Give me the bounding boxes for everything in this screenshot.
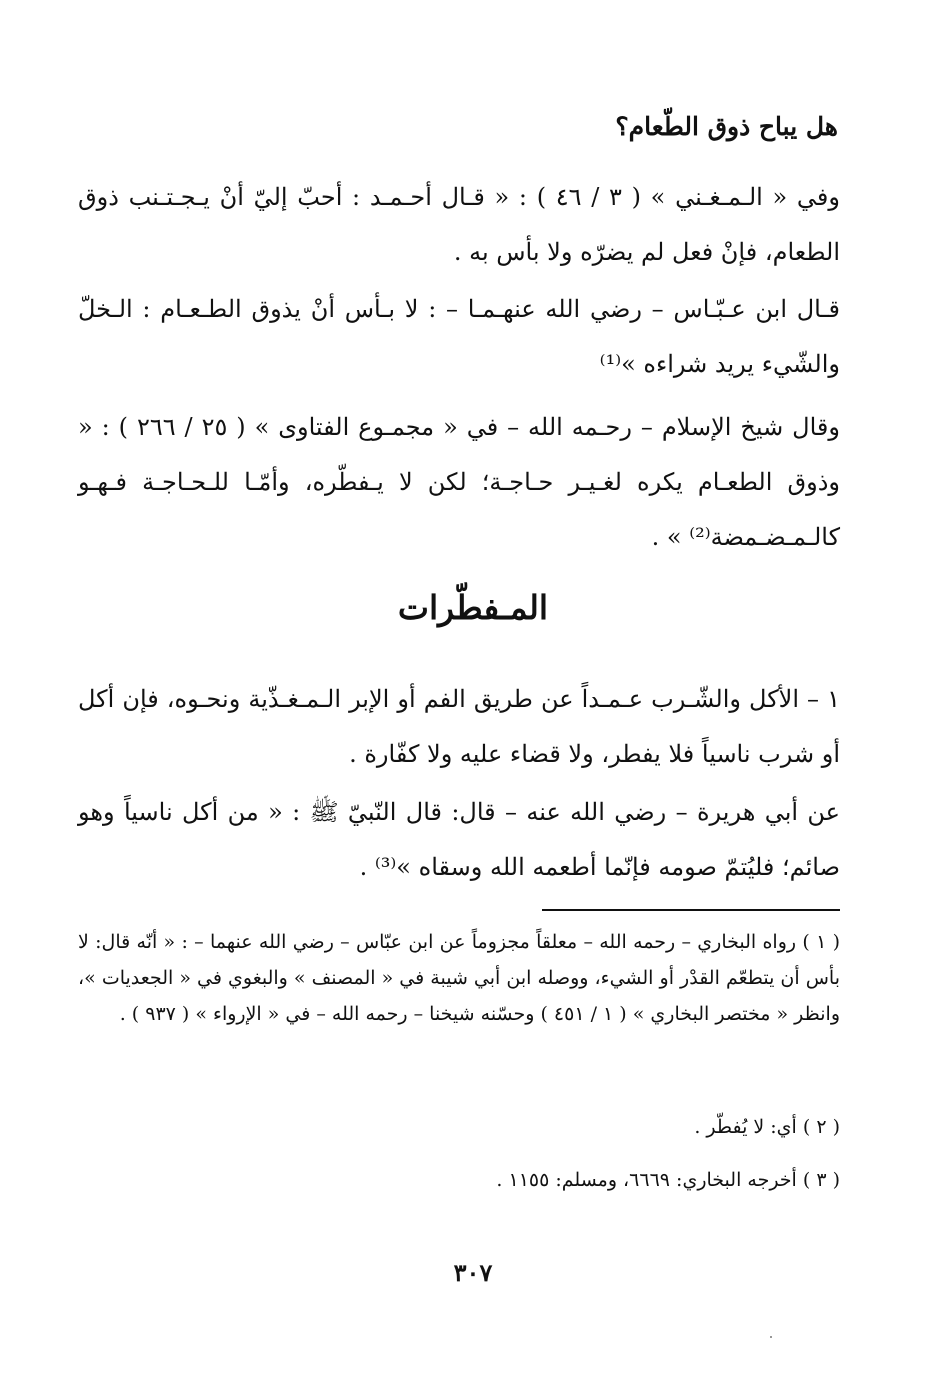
scan-speck	[770, 1336, 772, 1338]
abu-huraira-hadith-paragraph: عن أبي هريرة – رضي الله عنه – قال: قال النّبيّ ﷺ : « من أكل ناسياً وهو صائم؛ فليُتمّ صومه فإنّما أطعمه الله وسقاه »⁽³⁾ .	[78, 798, 840, 881]
ibn-abbas-quote-paragraph: قـال ابن عـبّـاس – رضي الله عنهـمـا – : لا بـأس أنْ يذوق الطـعـام : الـخلّ والشّيء يريد شراءه »⁽¹⁾	[78, 295, 840, 378]
page-number: ٣٠٧	[453, 1258, 493, 1287]
ibn-taymiyya-quote-paragraph: وقال شيخ الإسلام – رحـمه الله – في « مجمـوع الفتاوى » ( ٢٥ / ٢٦٦ ) : « وذوق الطعـام يكره لغـيـر حـاجـة؛ لكن لا يـفطّره، وأمّـا للـحـاجـة فـهـو كالـمـضـمضة⁽²⁾ » .	[78, 413, 840, 551]
eating-drinking-item: ١ – الأكل والشّـرب عـمـداً عن طريق الفم أو الإبر الـمـغـذّية ونحـوه، فإن أكل أو شرب ناسياً فلا يفطر، ولا قضاء عليه ولا كفّارة .	[78, 685, 840, 768]
section-title: المـفطّرات	[397, 588, 549, 627]
footnote-3: ( ٣ ) أخرجه البخاري: ٦٦٦٩، ومسلم: ١١٥٥ .	[496, 1169, 840, 1191]
question-heading: هل يباح ذوق الطّعام؟	[615, 112, 838, 141]
footnote-1: ( ١ ) رواه البخاري – رحمه الله – معلقاً مجزوماً عن ابن عبّاس – رضي الله عنهما – : « أنّه قال: لا بأس أن يتطعّم القدْر أو الشيء، ووصله ابن أبي شيبة في « المصنف » والبغوي في « الجعديات »، وانظر « مختصر البخاري » ( ١ / ٤٥١ ) وحسّنه شيخنا – رحمه الله – في « الإرواء » ( ٩٣٧ ) .	[78, 931, 841, 1025]
footnote-2: ( ٢ ) أي: لا يُفطّر .	[694, 1116, 840, 1138]
mughni-quote-paragraph: وفي « الـمـغـني » ( ٣ / ٤٦ ) : « قـال أحـمـد : أحبّ إليّ أنْ يـجـتـنب ذوق الطعام، فإنْ فعل لم يضرّه ولا بأس به .	[78, 183, 840, 266]
footnote-separator	[542, 909, 840, 911]
